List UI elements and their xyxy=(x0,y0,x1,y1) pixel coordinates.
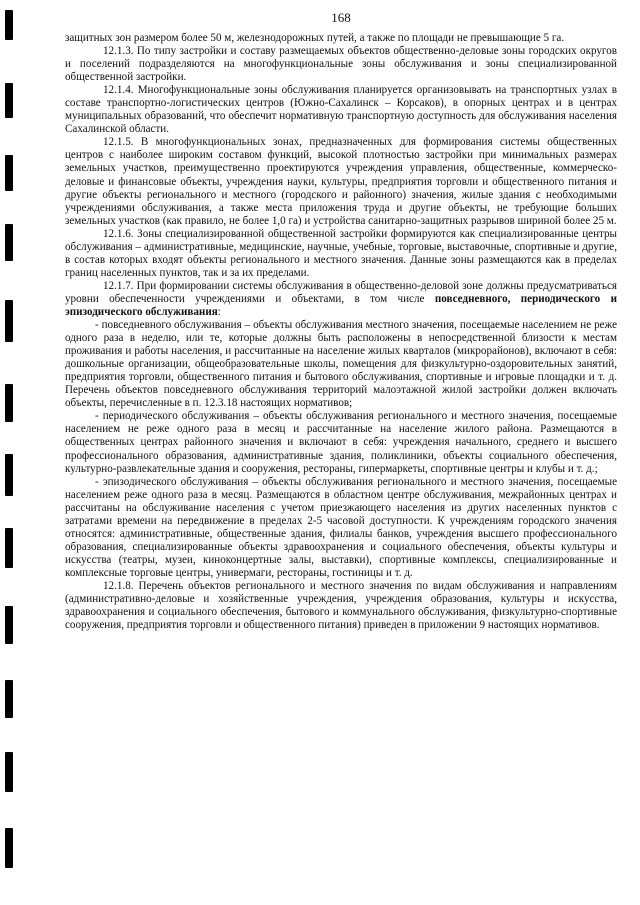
binding-hole xyxy=(5,680,13,718)
paragraph-12-1-7-tail: : xyxy=(217,305,221,318)
paragraph-continuation: защитных зон размером более 50 м, железнодорожных путей, а также по площади не превышающие 5 га. xyxy=(65,32,565,44)
binding-hole xyxy=(5,752,13,792)
paragraph-12-1-7-text: 12.1.7. При формировании системы обслуживания в общественно-деловой зоне должны предусматриваться уровни обеспеченности учреждениями и объектами, в том числе xyxy=(65,279,617,305)
page-number: 168 xyxy=(331,10,351,25)
document-page xyxy=(65,10,617,632)
list-item-episodic-service: - эпизодического обслуживания – объекты обслуживания регионального и местного значения, посещаемые населением реже одного раза в месяц. Размещаются в областном центре обслуживания, межрайонных центрах и рассчитаны на обслуживание населения с учетом приезжающего населения из других населенных пунктов с затратами времени на передвижение в пределах 2-5 часовой доступности. К учреждениям городского значения относятся: административные, общественные здания, филиалы банков, учреждения высшего профессионального образования, специализированные объекты здравоохранения и социального обеспечения, объекты культуры и искусства (театры, музеи, киноконцертные залы, выставки), спортивные комплексы, специализированные и комплексные торговые центры, универмаги, рестораны, гостиницы и т. д. xyxy=(65,475,617,579)
list-item-periodic-service: - периодического обслуживания – объекты обслуживания регионального и местного значения, посещаемые населением не реже одного раза в месяц и рассчитанные на население жилого района. Размещаются в общественных центрах районного значения и включают в себя: учреждения начального, среднего и высшего профессионального образования, административные здания, поликлиники, объекты социального обеспечения, культурно-развлекательные здания и сооружения, рестораны, гипермаркеты, спортивные центры и клубы и т. д.; xyxy=(65,410,617,475)
binding-hole xyxy=(5,528,13,568)
paragraph-12-1-5: 12.1.5. В многофункциональных зонах, предназначенных для формирования системы общественных центров с наиболее широким составом функций, высокой плотностью застройки при минимальных размерах земельных участков, преимущественно проектируются учреждения управления, общественные, коммерческо-деловые и финансовые объекты, учреждения науки, культуры, предприятия торговли и общественного питания и другие объекты регионального и местного (городского и районного) значения, жилые здания с необходимыми учреждениями обслуживания, а также места приложения труда и другие объекты, не требующие больших земельных участков (как правило, не более 1,0 га) и устройства санитарно-защитных разрывов шириной более 25 м. xyxy=(65,136,617,227)
list-item-daily-service: - повседневного обслуживания – объекты обслуживания местного значения, посещаемые населением не реже одного раза в неделю, или те, которые должны быть расположены в непосредственной близости к местам проживания и работы населения, и рассчитанные на население жилых кварталов (микрорайонов), включают в себя: дошкольные организации, общеобразовательные школы, помещения для физкультурно-оздоровительных занятий, предприятия торговли, общественного питания и бытового обслуживания, спортивные и игровые площадки и т. д. Перечень объектов повседневного обслуживания территорий малоэтажной жилой застройки должен включать объекты, перечисленные в п. 12.3.18 настоящих нормативов; xyxy=(65,319,617,410)
binding-hole xyxy=(5,606,13,644)
binding-hole xyxy=(5,828,13,868)
binding-hole xyxy=(5,155,13,191)
binding-holes xyxy=(5,0,15,905)
paragraph-12-1-7 xyxy=(65,280,617,319)
paragraph-12-1-3: 12.1.3. По типу застройки и составу размещаемых объектов общественно-деловые зоны городских округов и поселений подразделяются на многофункциональные зоны обслуживания и зоны специализированной общественной застройки. xyxy=(65,45,617,84)
binding-hole xyxy=(5,384,13,422)
binding-hole xyxy=(5,10,13,40)
paragraph-12-1-6: 12.1.6. Зоны специализированной общественной застройки формируются как специализированные центры обслуживания – административные, медицинские, научные, учебные, торговые, выставочные, спортивные и другие, в состав которых входят объекты регионального и местного значения. Данные зоны размещаются как в пределах границ населенных пунктов, так и за их пределами. xyxy=(65,227,617,279)
paragraph-12-1-8: 12.1.8. Перечень объектов регионального и местного значения по видам обслуживания и направлениям (административно-деловые и хозяйственные учреждения, учреждения образования, культуры и искусства, здравоохранения и социального обеспечения, бытового и коммунального обслуживания, физкультурно-спортивные сооружения, предприятия торговли и общественного питания) приведен в приложении 9 настоящих нормативов. xyxy=(65,579,617,632)
binding-hole xyxy=(5,300,13,342)
binding-hole xyxy=(5,83,13,118)
service-levels-emphasis: повседневного, периодического и эпизодического обслуживания xyxy=(65,292,617,318)
binding-hole xyxy=(5,454,13,496)
paragraph-12-1-4: 12.1.4. Многофункциональные зоны обслуживания планируется организовывать на транспортных узлах в составе транспортно-логистических центров (Южно-Сахалинск – Корсаков), в опорных центрах и в центрах муниципальных образований, что обеспечит нормативную транспортную доступность для обслуживания населения Сахалинской области. xyxy=(65,84,617,136)
binding-hole xyxy=(5,224,13,261)
